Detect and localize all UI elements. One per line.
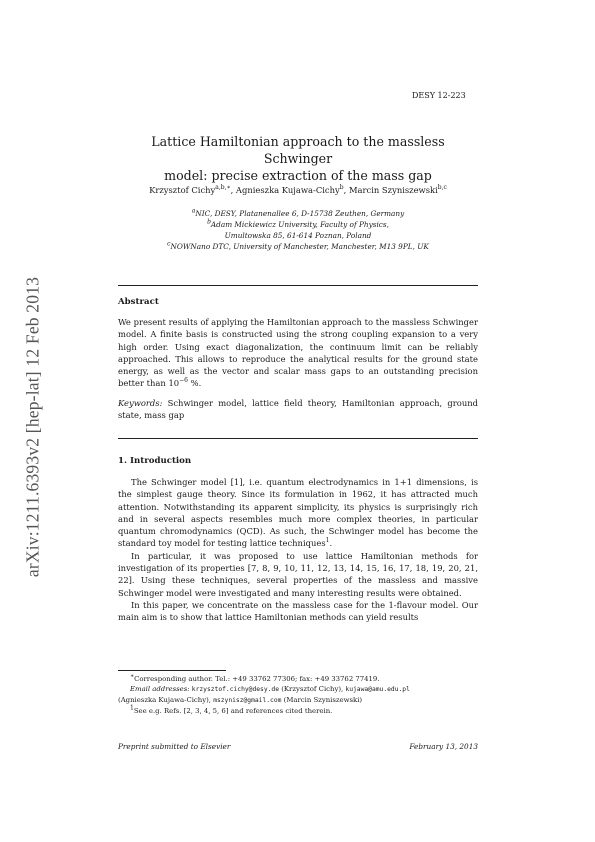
author-2: Agnieszka Kujawa-Cichy: [235, 185, 340, 195]
introduction-body: [118, 476, 478, 624]
author-3-affil-marks: b,c: [437, 184, 447, 192]
affiliation-line: [118, 241, 478, 252]
report-number: DESY 12-223: [412, 91, 466, 100]
affiliation-text: Umultowska 85, 61-614 Poznan, Poland: [224, 231, 372, 240]
author-2-affil-marks: b: [339, 184, 344, 192]
paper-title: [118, 133, 478, 184]
affiliation-line: [118, 219, 478, 230]
email-owner-1: (Krzysztof Cichy),: [279, 685, 346, 693]
intro-paragraph-2: In particular, it was proposed to use lattice Hamiltonian methods for investigation of its properties [7, 8, 9, 10, 11, 12, 13, 14, 15, 16, 17, 18, 19, 20, 21, 22]. Using these techniques, several properties of the massless and massive Schwinger model were investigated and many interesting results were obtained.: [118, 550, 478, 598]
section-heading: 1. Introduction: [118, 456, 192, 466]
footnotes: [118, 674, 478, 716]
intro-paragraph-1: [118, 476, 478, 550]
email-owner-2: (Agnieszka Kujawa-Cichy),: [118, 696, 214, 704]
author-1: Krzysztof Cichy: [149, 185, 216, 195]
intro-paragraph-1-text: The Schwinger model [1], i.e. quantum electrodynamics in 1+1 dimensions, is the simplest gauge theory. Since its formulation in 1962, it has attracted much attention. Notwithstanding its apparent simplicity, its physics is surprisingly rich and in several aspects resembles much more complex theories, in particular quantum chromodynamics (QCD). As such, the Schwinger model has become the standard toy model for testing lattice techniques: [118, 477, 478, 549]
affiliations: [118, 208, 478, 252]
footnote-corresponding: ∗Corresponding author. Tel.: +49 33762 77306; fax: +49 33762 77419.: [130, 672, 380, 683]
affiliation-line: [118, 230, 478, 241]
email-link-3[interactable]: mszynisz@gmail.com: [213, 697, 282, 704]
author-list: [118, 185, 478, 195]
footnote-emails: [118, 684, 478, 706]
abstract-body: [118, 316, 478, 421]
email-owner-3: (Marcin Szyniszewski): [281, 696, 363, 704]
affiliation-text: NIC, DESY, Platanenallee 6, D-15738 Zeuthen, Germany: [195, 209, 405, 218]
author-separator: ,: [230, 185, 236, 195]
abstract-bottom-rule: [118, 438, 478, 439]
affiliation-mark: b: [207, 218, 211, 226]
arxiv-identifier-text: arXiv:1211.6393v2 [hep-lat] 12 Feb 2013: [22, 276, 43, 578]
intro-paragraph-1-end: .: [329, 538, 333, 549]
footnote-ref: 1: [325, 537, 330, 545]
arxiv-identifier-sidebar: [18, 246, 48, 608]
author-separator: ,: [343, 185, 349, 195]
title-line-1: Lattice Hamiltonian approach to the massless Schwinger: [151, 134, 445, 166]
affiliation-line: [118, 208, 478, 219]
footnote-1-text: See e.g. Refs. [2, 3, 4, 5, 6] and references cited therein.: [133, 707, 333, 715]
keywords-text: Schwinger model, lattice field theory, Hamiltonian approach, ground state, mass gap: [118, 397, 478, 421]
footnote-1: [118, 706, 478, 716]
footnote-1-mark: 1: [130, 704, 134, 712]
abstract-top-rule: [118, 285, 478, 286]
intro-paragraph-3: In this paper, we concentrate on the massless case for the 1-flavour model. Our main aim is to show that lattice Hamiltonian methods can yield results: [118, 599, 478, 623]
abstract-text: We present results of applying the Hamiltonian approach to the massless Schwinger model. A finite basis is constructed using the strong coupling expansion to a very high order. Using exact diagonalization, the continuum limit can be reliably approached. This allows to reproduce the analytical results for the ground state energy, as well as the vector and scalar mass gaps to an outstanding precision better than 10: [118, 317, 478, 389]
affiliation-text: NOWNano DTC, University of Manchester, Manchester, M13 9PL, UK: [170, 242, 429, 251]
footer-right: February 13, 2013: [409, 742, 478, 751]
affiliation-text: Adam Mickiewicz University, Faculty of Physics,: [210, 220, 389, 229]
footer-left: Preprint submitted to Elsevier: [118, 742, 231, 751]
author-1-affil-marks: a,b,∗: [215, 184, 231, 192]
footnote-rule: [118, 670, 226, 671]
footnote-corresponding-text: Corresponding author. Tel.: +49 33762 77306; fax: +49 33762 77419.: [134, 675, 380, 683]
abstract-text-end: %.: [188, 378, 202, 389]
title-line-2: model: precise extraction of the mass gap: [164, 168, 432, 183]
abstract-exponent: −6: [179, 377, 188, 385]
email-label: Email addresses:: [130, 685, 190, 693]
affiliation-mark: a: [191, 207, 196, 215]
email-link-1[interactable]: krzysztof.cichy@desy.de: [191, 686, 279, 693]
email-link-2[interactable]: kujawa@amu.edu.pl: [345, 686, 410, 693]
author-3: Marcin Szyniszewski: [348, 185, 438, 195]
keywords-label: Keywords:: [118, 397, 163, 408]
affiliation-mark: c: [167, 240, 171, 248]
abstract-heading: Abstract: [118, 297, 159, 307]
